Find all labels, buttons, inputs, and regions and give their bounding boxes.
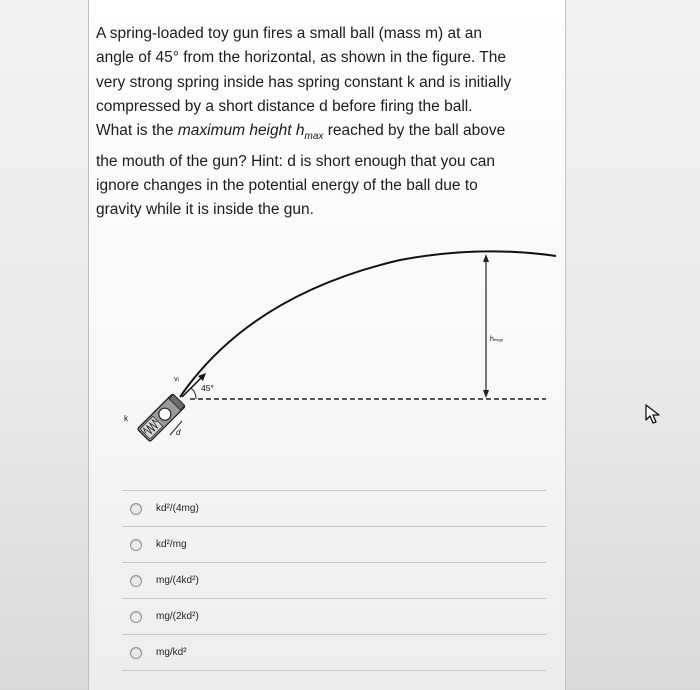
question-line: ignore changes in the potential energy of the ball due to (96, 176, 478, 194)
option-label: mg/kd² (156, 647, 187, 658)
answer-option-5[interactable] (122, 634, 546, 671)
question-line: gravity while it is inside the gun. (96, 201, 314, 219)
answer-option-2[interactable] (122, 526, 546, 562)
mouse-cursor-icon (644, 403, 662, 425)
radio-button[interactable] (130, 611, 142, 623)
question-text-run: reached by the ball above (323, 122, 506, 140)
question-line: A spring-loaded toy gun fires a small ball (mass m) at an (96, 25, 482, 42)
angle-label: 45° (201, 383, 214, 393)
option-label: kd²/mg (156, 539, 187, 550)
question-line: compressed by a short distance d before firing the ball. (96, 97, 473, 115)
radio-button[interactable] (130, 647, 142, 659)
subscript-max: max (304, 131, 324, 143)
question-line: very strong spring inside has spring constant k and is initially (96, 73, 512, 91)
option-label: kd²/(4mg) (156, 503, 199, 514)
radio-button[interactable] (130, 503, 142, 515)
angle-arc (191, 388, 196, 399)
trajectory-curve (180, 251, 556, 397)
hmax-arrowhead-bottom (483, 390, 489, 398)
velocity-label: vᵢ (174, 374, 179, 383)
option-label: mg/(4kd²) (156, 575, 199, 586)
emphasis-text: maximum height h (177, 122, 305, 140)
question-text (96, 22, 566, 222)
answer-option-3[interactable] (122, 562, 546, 598)
spring-constant-label: k (124, 414, 128, 423)
answer-option-1[interactable] (122, 490, 546, 526)
projectile-figure (100, 235, 560, 450)
question-line: angle of 45° from the horizontal, as shown in the figure. The (96, 49, 507, 67)
radio-button[interactable] (130, 539, 142, 551)
question-text-run: What is the (96, 122, 178, 140)
answer-options (122, 490, 546, 671)
option-label: mg/(2kd²) (156, 611, 199, 622)
compression-label: d (176, 428, 181, 437)
question-line (96, 119, 566, 149)
answer-option-4[interactable] (122, 598, 546, 634)
hmax-label: hₘₐₓ (490, 336, 504, 343)
question-line: the mouth of the gun? Hint: d is short enough that you can (96, 152, 495, 170)
radio-button[interactable] (130, 575, 142, 587)
hmax-arrowhead-top (483, 254, 489, 262)
